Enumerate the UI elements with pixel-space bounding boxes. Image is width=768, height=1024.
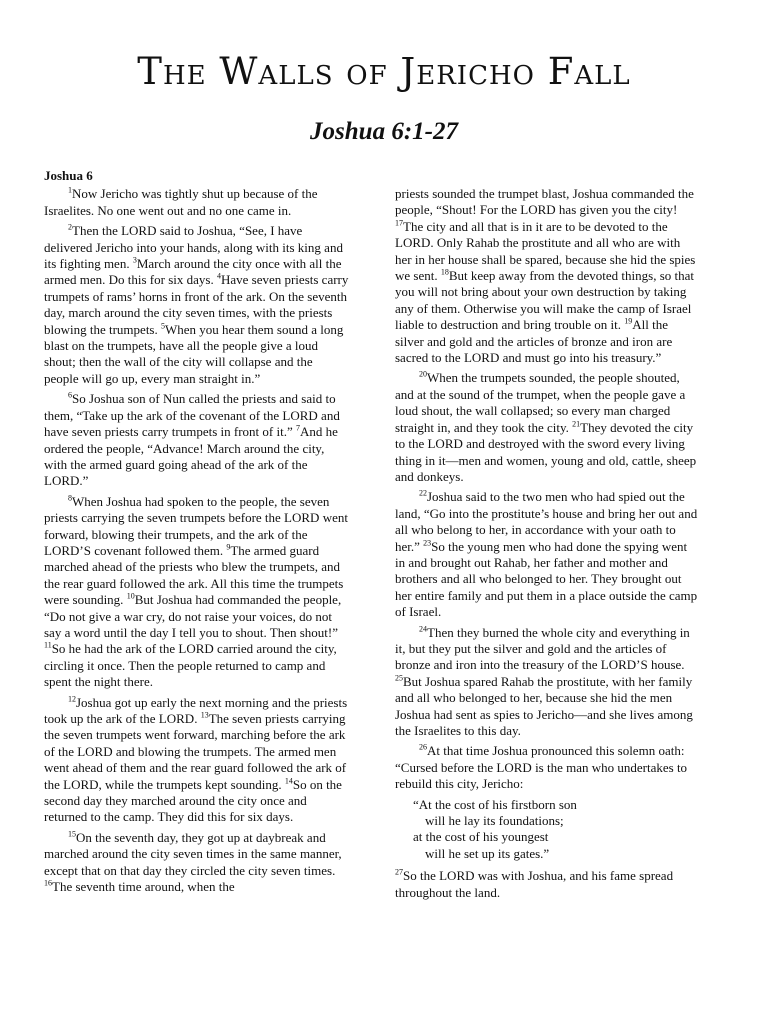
verse-text: So he had the ark of the LORD carried around the city, circling it once. Then the people returned to camp and spent the night there. <box>44 641 337 690</box>
verse-number: 11 <box>44 641 52 651</box>
verse-text: They devoted the city to the LORD and destroyed with the sword every living thing in it—men and women, young and old, cattle, sheep and donkeys. <box>395 419 697 484</box>
verse-text: At that time Joshua pronounced this solemn oath: “Cursed before the LORD is the man who undertakes to rebuild this city, Jericho: <box>395 743 688 792</box>
verse-number: 16 <box>44 878 52 888</box>
verse-number: 12 <box>68 694 76 704</box>
right-column <box>395 186 699 905</box>
verse-text: So Joshua son of Nun called the priests and said to them, “Take up the ark of the covenant of the LORD and have seven priests carry trumpets in front of it.” <box>44 391 340 440</box>
verse-number: 18 <box>440 267 449 277</box>
verse-text: On the seventh day, they got up at daybreak and marched around the city seven times in the same manner, except that on that day they circled the city seven times. <box>44 829 342 878</box>
verse-number: 24 <box>419 624 427 634</box>
closing-paragraph <box>395 868 699 901</box>
paragraph <box>395 489 699 620</box>
page-title: The Walls of Jericho Fall <box>137 50 631 93</box>
verse-text: And he ordered the people, “Advance! March around the city, with the armed guard going ahead of the ark of the LORD.” <box>44 424 338 489</box>
verse-number: 15 <box>68 829 76 839</box>
scripture-reference: Joshua 6:1-27 <box>310 118 458 145</box>
poem-line: “At the cost of his firstborn son <box>413 796 577 812</box>
verse-text: When the trumpets sounded, the people shouted, and at the sound of the trumpet, when the people gave a loud shout, the wall collapsed; so every man charged straight in, and they took the city. <box>395 370 686 435</box>
paragraph <box>44 830 350 896</box>
verse-text: All the silver and gold and the articles of bronze and iron are sacred to the LORD and must go into his treasury.” <box>395 317 673 366</box>
paragraph <box>395 625 699 740</box>
verse-text: So the LORD was with Joshua, and his fame spread throughout the land. <box>395 868 674 900</box>
verse-number: 6 <box>68 390 72 400</box>
verse-text: priests sounded the trumpet blast, Joshua commanded the people, “Shout! For the LORD has given you the city! <box>395 186 694 218</box>
verse-text: Have seven priests carry trumpets of rams’ horns in front of the ark. On the seventh day, march around the city seven times, with the priests blowing the trumpets. <box>44 272 349 337</box>
paragraph <box>44 494 350 691</box>
verse-text: Then the LORD said to Joshua, “See, I have delivered Jericho into your hands, along with its king and its fighting men. <box>44 223 343 272</box>
verse-number: 3 <box>132 255 137 265</box>
paragraph <box>395 370 699 485</box>
verse-text: Then they burned the whole city and everything in it, but they put the silver and gold and the articles of bronze and iron into the treasury of the LORD’S house. <box>395 624 690 673</box>
verse-text: But keep away from the devoted things, so that you will not bring about your own destruction by taking any of them. Otherwise you will make the camp of Israel liable to destruction and bring trouble on it. <box>395 268 694 333</box>
verse-text: The seventh time around, when the <box>52 879 235 895</box>
verse-number: 23 <box>423 538 432 548</box>
verse-text: When Joshua had spoken to the people, the seven priests carrying the seven trumpets before the LORD went forward, blowing their trumpets, and the ark of the LORD’S covenant followed them. <box>44 493 348 558</box>
verse-number: 13 <box>200 710 209 720</box>
verse-number: 10 <box>126 591 135 601</box>
poem-line: at the cost of his youngest <box>413 829 549 845</box>
right-paragraphs <box>395 186 699 793</box>
verse-number: 20 <box>419 370 427 380</box>
paragraph <box>395 868 699 901</box>
verse-number: 2 <box>68 222 72 232</box>
verse-number: 21 <box>572 419 581 429</box>
verse-number: 7 <box>295 423 300 433</box>
verse-text: The seven priests carrying the seven trumpets went forward, marching before the ark of the LORD and blowing the trumpets. The armed men went ahead of them and the rear guard followed the ark of the LORD, while the trumpets kept sounding. <box>44 711 347 792</box>
verse-text: Joshua got up early the next morning and the priests took up the ark of the LORD. <box>44 694 348 726</box>
verse-number: 5 <box>161 321 165 331</box>
paragraph <box>44 391 350 489</box>
paragraph <box>44 186 350 219</box>
paragraph <box>395 743 699 792</box>
verse-number: 25 <box>395 673 403 683</box>
verse-number: 27 <box>395 867 403 877</box>
verse-number: 14 <box>284 776 293 786</box>
verse-text: The city and all that is in it are to be devoted to the LORD. Only Rahab the prostitute and all who are with her in her house shall be spared, because she hid the spies we sent. <box>395 218 696 284</box>
poem-line: will he set up its gates.” <box>425 845 550 861</box>
verse-number: 22 <box>419 488 427 498</box>
verse-number: 19 <box>624 316 633 326</box>
verse-text: Joshua said to the two men who had spied out the land, “Go into the prostitute’s house and bring her out and all who belong to her, in accordance with your oath to her.” <box>395 489 698 554</box>
verse-text: March around the city once with all the armed men. Do this for six days. <box>44 256 342 288</box>
verse-text: But Joshua had commanded the people, “Do not give a war cry, do not raise your voices, do not say a word until the day I tell you to shout. Then shout!” <box>44 592 342 640</box>
poem-line: will he lay its foundations; <box>425 813 564 829</box>
verse-text: But Joshua spared Rahab the prostitute, with her family and all who belonged to her, because she hid the men Joshua had sent as spies to Jericho—and she lives among the Israelites to this day. <box>395 673 693 738</box>
verse-text: When you hear them sound a long blast on the trumpets, have all the people give a loud shout; then the wall of the city will collapse and the people will go up, every man straight in.” <box>44 321 344 386</box>
verse-number: 9 <box>226 542 231 552</box>
left-paragraphs <box>44 186 350 895</box>
left-column <box>44 168 350 899</box>
verse-number: 17 <box>395 218 403 228</box>
verse-text: Now Jericho was tightly shut up because of the Israelites. No one went out and no one came in. <box>44 186 318 218</box>
poem <box>413 797 699 863</box>
paragraph <box>395 186 699 366</box>
verse-text: So on the second day they marched around the city once and returned to the camp. They did this for six days. <box>44 776 342 825</box>
verse-text: The armed guard marched ahead of the priests who blew the trumpets, and the rear guard followed the ark. All this time the trumpets were sounding. <box>44 542 344 608</box>
paragraph <box>44 695 350 826</box>
verse-number: 4 <box>216 272 221 282</box>
verse-number: 26 <box>419 743 427 753</box>
verse-text: So the young men who had done the spying went in and brought out Rahab, her father and mother and brothers and all who belonged to her. They brought out her entire family and put them in a place outside the camp of Israel. <box>395 538 698 620</box>
verse-number: 1 <box>68 186 72 196</box>
verse-number: 8 <box>68 493 72 503</box>
paragraph <box>44 223 350 387</box>
chapter-label: Joshua 6 <box>44 168 93 183</box>
